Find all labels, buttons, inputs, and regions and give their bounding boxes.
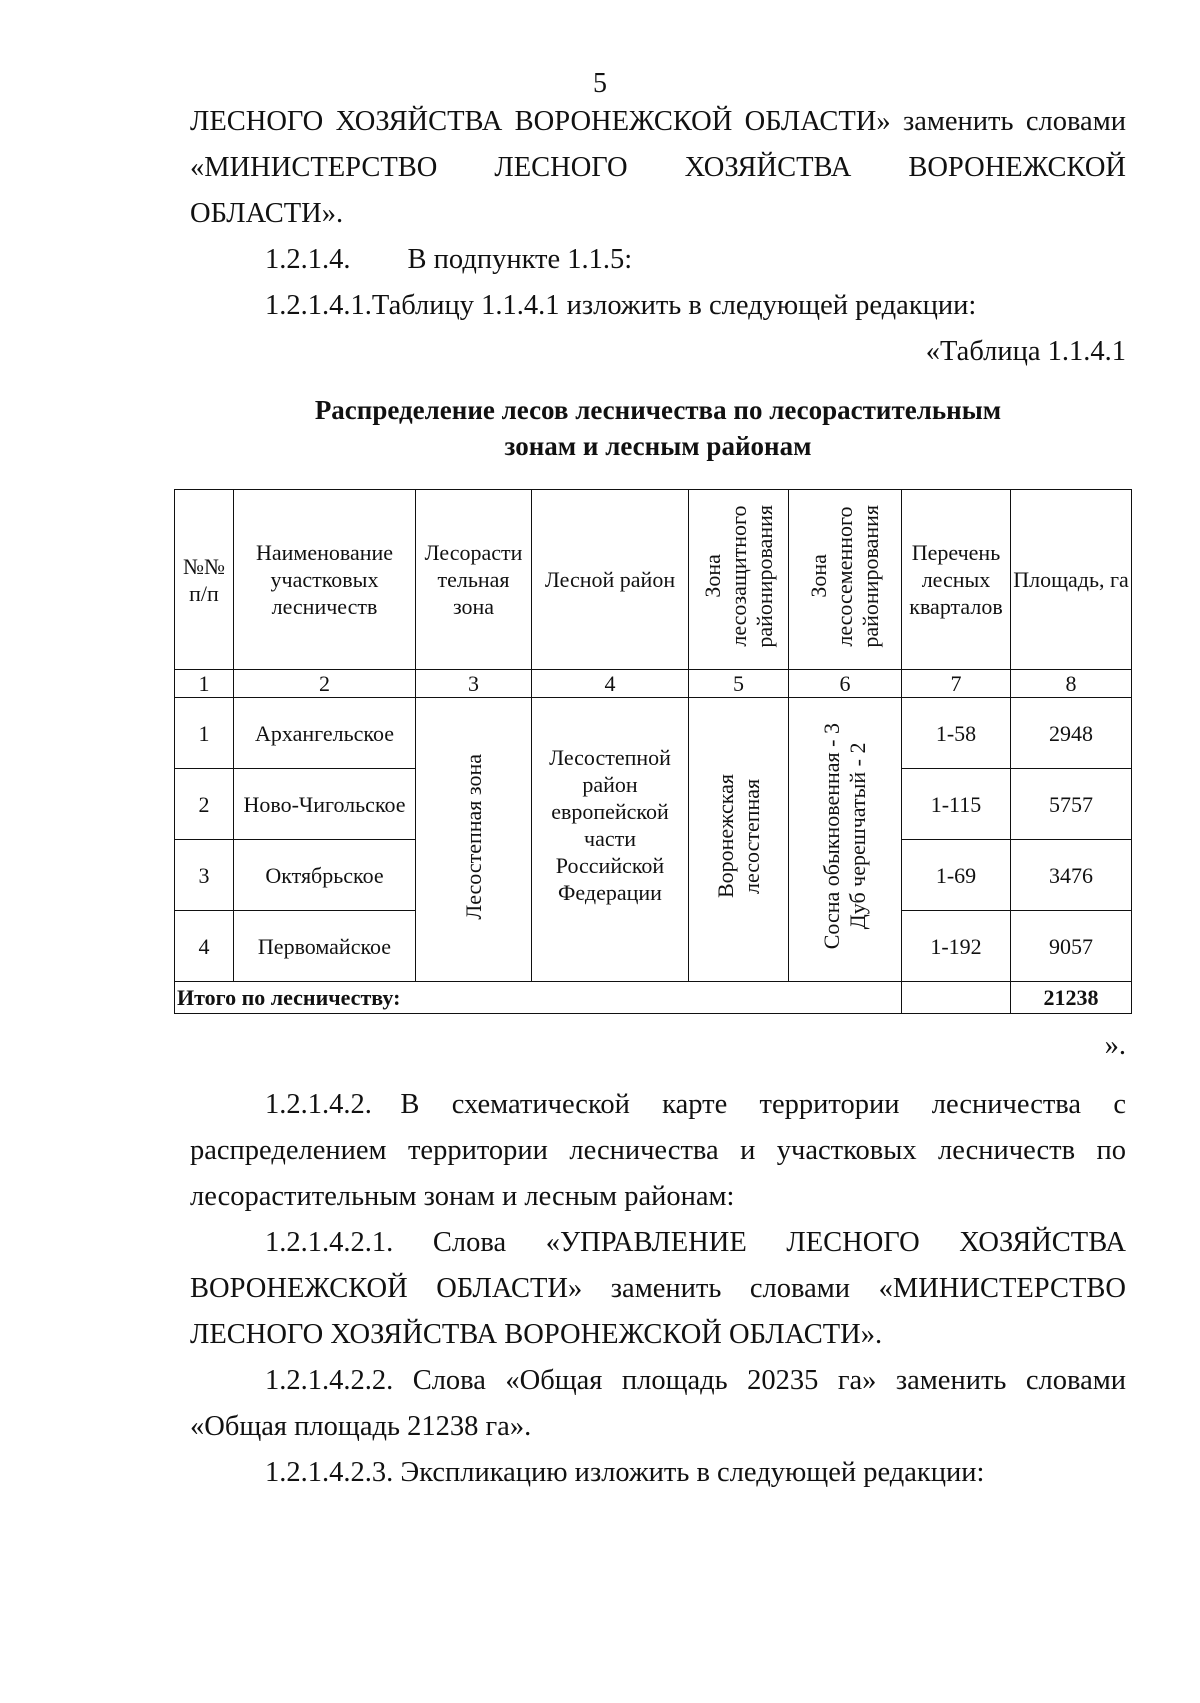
header-seed-zone [789,490,902,670]
body-p2-line-1: 1.2.1.4.2.1. Слова «УПРАВЛЕНИЕ ЛЕСНОГО ХОЗЯЙСТВА [265,1227,1126,1258]
row-area: 2948 [1011,698,1132,769]
row-num: 4 [175,911,234,982]
merged-protect-line-1: Воронежская [712,774,738,899]
merged-zone: Лесостепная зона [460,753,486,920]
body-p2-line-3: ЛЕСНОГО ХОЗЯЙСТВА ВОРОНЕЖСКОЙ ОБЛАСТИ». [190,1319,883,1350]
row-quarters: 1-192 [902,911,1011,982]
table-reference: «Таблица 1.1.4.1 [925,336,1126,367]
header-protect-zone-line-2: лесозащитного [725,505,751,648]
merged-protect [713,774,765,898]
header-protect-zone-text [700,505,778,648]
total-empty [902,982,1011,1014]
header-name: Наименование участковых лесничеств [234,490,416,670]
row-area: 9057 [1011,911,1132,982]
header-protect-zone-line-1: Зона [699,554,725,599]
merged-seed-line-1: Сосна обыкновенная - 3 [819,723,844,950]
row-name: Первомайское [234,911,416,982]
col-number: 3 [416,670,532,698]
row-area: 3476 [1011,840,1132,911]
body-p3-line-1: 1.2.1.4.2.2. Слова «Общая площадь 20235 га» заменить словами [265,1365,1126,1396]
row-name: Ново-Чигольское [234,769,416,840]
header-row [175,490,1132,670]
merged-zone-cell [416,698,532,982]
row-name: Архангельское [234,698,416,769]
body-p2-line-2: ВОРОНЕЖСКОЙ ОБЛАСТИ» заменить словами «МИНИСТЕРСТВО [190,1273,1126,1304]
header-quarters: Перечень лесных кварталов [902,490,1011,670]
body-block [190,1082,1126,1496]
col-number: 8 [1011,670,1132,698]
row-num: 2 [175,769,234,840]
table-title-line-2: зонам и лесным районам [504,431,812,461]
forest-distribution-table [174,489,1132,1014]
body-p1-line-2: распределением территории лесничества и участковых лесничеств по [190,1135,1126,1166]
closing-quote: ». [1104,1030,1126,1061]
header-region: Лесной район [532,490,689,670]
table-row [175,698,1132,769]
body-p3-line-2: «Общая площадь 21238 га». [190,1411,532,1442]
col-number: 7 [902,670,1011,698]
col-number: 1 [175,670,234,698]
header-protect-zone [689,490,789,670]
merged-seed-line-2: Дуб черешчатый - 2 [845,743,870,930]
merged-seed [819,723,871,949]
total-label: Итого по лесничеству: [175,982,902,1014]
header-seed-zone-line-1: Зона [806,554,831,599]
col-number: 2 [234,670,416,698]
header-area: Площадь, га [1011,490,1132,670]
total-value: 21238 [1011,982,1132,1014]
body-p1-line-3: лесорастительным зонам и лесным районам: [190,1181,735,1212]
item-1-2-1-4-1: 1.2.1.4.1.Таблицу 1.1.4.1 изложить в следующей редакции: [265,290,977,321]
merged-protect-line-2: лесостепная [738,778,764,895]
intro-line-2: «МИНИСТЕРСТВО ЛЕСНОГО ХОЗЯЙСТВА ВОРОНЕЖСКОЙ [190,152,1126,183]
header-seed-zone-line-3: районирования [858,505,883,648]
row-num: 1 [175,698,234,769]
row-quarters: 1-115 [902,769,1011,840]
table-title-line-1: Распределение лесов лесничества по лесорастительным [314,395,1002,425]
row-quarters: 1-58 [902,698,1011,769]
body-p1-line-1: 1.2.1.4.2. В схематической карте территории лесничества с [265,1089,1126,1120]
merged-protect-cell [689,698,789,982]
total-row [175,982,1132,1014]
intro-line-3: ОБЛАСТИ». [190,198,344,229]
header-num: №№ п/п [175,490,234,670]
header-seed-zone-line-2: лесосеменного [832,506,857,647]
merged-seed-cell [789,698,902,982]
header-zone: Лесорасти тельная зона [416,490,532,670]
body-p4-line-1: 1.2.1.4.2.3. Экспликацию изложить в следующей редакции: [265,1457,985,1488]
header-protect-zone-line-3: районирования [751,505,777,648]
table-title [190,392,1126,464]
intro-line-1: ЛЕСНОГО ХОЗЯЙСТВА ВОРОНЕЖСКОЙ ОБЛАСТИ» заменить словами [190,106,1126,137]
page-number: 5 [593,68,607,99]
column-number-row [175,670,1132,698]
row-num: 3 [175,840,234,911]
header-seed-zone-text [806,505,884,648]
row-quarters: 1-69 [902,840,1011,911]
col-number: 5 [689,670,789,698]
row-name: Октябрьское [234,840,416,911]
col-number: 6 [789,670,902,698]
merged-region: Лесостепной район европейской части Российской Федерации [549,744,671,905]
intro-block [190,99,1126,375]
merged-region-cell [532,698,689,982]
row-area: 5757 [1011,769,1132,840]
item-1-2-1-4: 1.2.1.4. В подпункте 1.1.5: [265,244,633,275]
col-number: 4 [532,670,689,698]
